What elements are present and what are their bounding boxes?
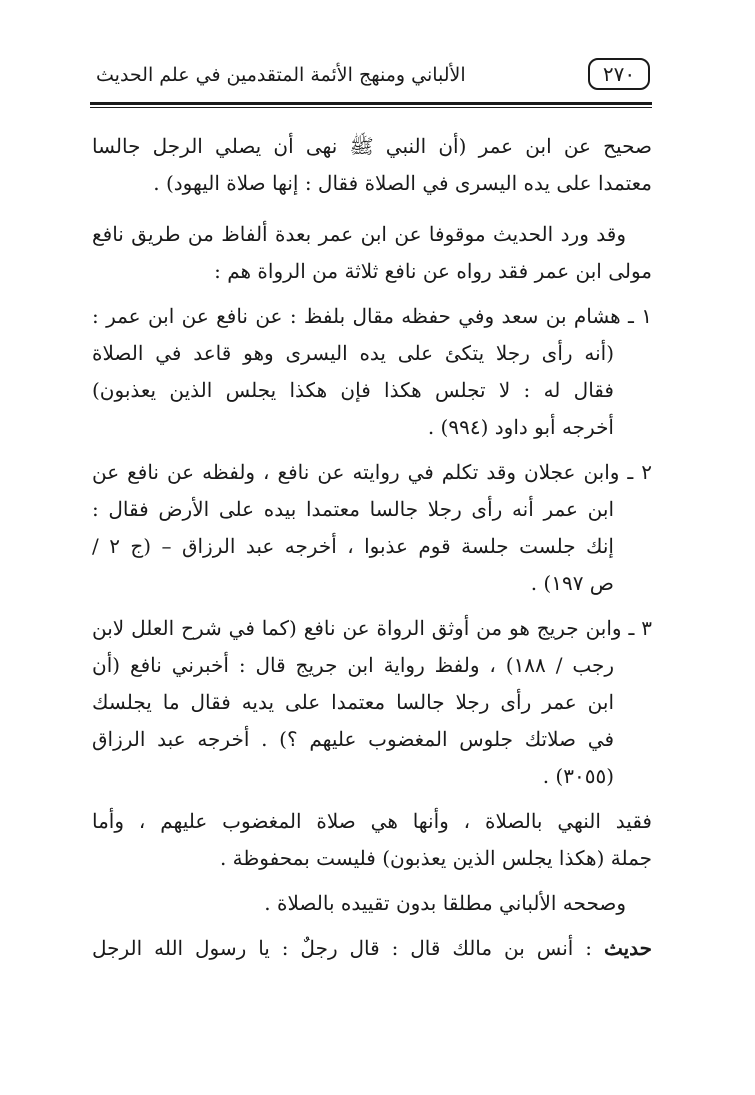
text-line: صحيح عن ابن عمر (أن النبي ﷺ نهى أن يصلي الرجل جالسا <box>92 134 652 158</box>
text-line: أخرجه أبو داود (٩٩٤) . <box>427 415 614 439</box>
text-line: ابن عمر رأى رجلا جالسا معتمدا على يديه فقال ما يجلسك <box>92 690 614 714</box>
text-line: ابن عمر أنه رأى رجلا جالسا معتمدا بيده على الأرض فقال : <box>92 497 615 521</box>
page-header <box>90 52 650 102</box>
text-line: معتمدا على يده اليسرى في الصلاة فقال : إنها صلاة اليهود) . <box>153 171 652 195</box>
text-line: مولى ابن عمر فقد رواه عن نافع ثلاثة من الرواة هم : <box>214 259 652 283</box>
header-rule-thick <box>90 102 652 105</box>
text-line: ص ١٩٧) . <box>530 571 614 595</box>
text-line: (أنه رأى رجلا يتكئ على يده اليسرى وهو قاعد في الصلاة <box>92 341 614 365</box>
text-line: وصححه الألباني مطلقا بدون تقييده بالصلاة . <box>264 891 626 915</box>
text-line: رجب / ١٨٨) ، ولفظ رواية ابن جريج قال : أخبرني نافع (أن <box>92 653 614 677</box>
text-line: إنك جلست جلسة قوم عذبوا ، أخرجه عبد الرزاق – (ج ٢ / <box>92 534 614 558</box>
text-line: : أنس بن مالك قال : قال رجلٌ : يا رسول الله الرجل <box>92 936 593 960</box>
page-number-box <box>588 58 650 90</box>
running-title: الألباني ومنهج الأئمة المتقدمين في علم الحديث <box>96 64 466 86</box>
page-number: ٢٧٠ <box>602 62 636 86</box>
text-line: ١ ـ هشام بن سعد وفي حفظه مقال بلفظ : عن نافع عن ابن عمر : <box>92 304 652 328</box>
text-line: وقد ورد الحديث موقوفا عن ابن عمر بعدة ألفاظ من طريق نافع <box>92 222 626 246</box>
hadith-label: حديث <box>603 936 652 960</box>
text-line: ٣ ـ وابن جريج هو من أوثق الرواة عن نافع (كما في شرح العلل لابن <box>92 616 652 640</box>
text-line: في صلاتك جلوس المغضوب عليهم ؟) . أخرجه عبد الرزاق <box>92 727 614 751</box>
header-rule-thin <box>90 107 652 108</box>
hadith-line <box>92 930 652 967</box>
text-line: فقيد النهي بالصلاة ، وأنها هي صلاة المغضوب عليهم ، وأما <box>92 809 652 833</box>
text-line: (٣٠٥٥) . <box>542 764 614 788</box>
text-line: ٢ ـ وابن عجلان وقد تكلم في روايته عن نافع ، ولفظه عن نافع عن <box>92 460 652 484</box>
body-text <box>92 128 652 967</box>
text-line: جملة (هكذا يجلس الذين يعذبون) فليست بمحفوظة . <box>219 846 652 870</box>
text-line: فقال له : لا تجلس هكذا فإن هكذا يجلس الذين يعذبون) <box>92 378 614 402</box>
